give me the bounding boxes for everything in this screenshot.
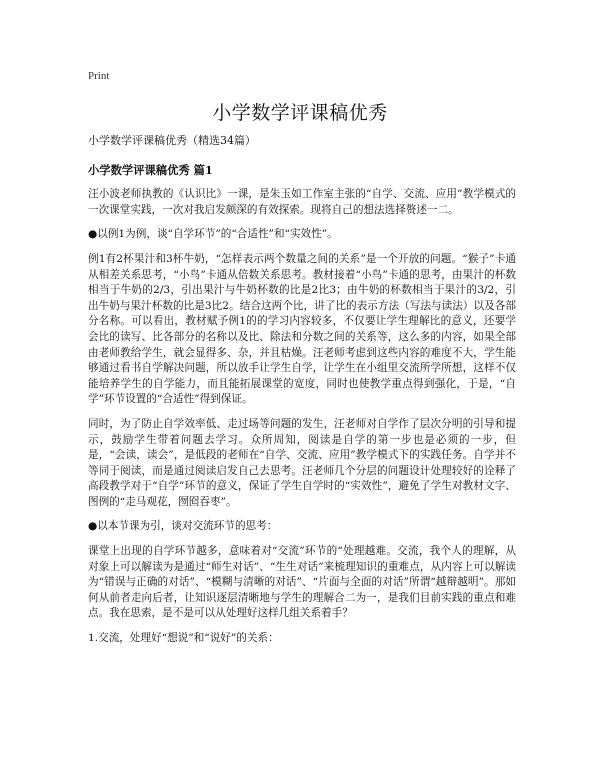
print-link[interactable]: Print [88, 70, 110, 82]
bullet-point-self-study: ●以例1为例，谈“自学环节”的“合适性”和“实效性”。 [88, 228, 338, 241]
numbered-point-1: 1.交流，处理好“想说”和“说好”的关系： [88, 632, 279, 645]
bullet-point-exchange: ●以本节课为引，谈对交流环节的思考： [88, 520, 278, 533]
paragraph-exchange-thoughts: 课堂上出现的自学环节越多，意味着对“交流”环节的“处理越难。交流，我个人的理解，从对象上可以解读为是通过“师生对话”、“生生对话”来梳理知识的重难点，从内容上可以解读为“错误与正确的对话”、“模糊与清晰的对话”、“片面与全面的对话”所谓“越辩越明”。那如何从前者走向后者，让知识逐层清晰地与学生的理解合二为一，是我们目前实践的重点和难点。我在思索，是不是可以从处理好这样几组关系着手？ [88, 545, 516, 620]
section-heading: 小学数学评课稿优秀 篇1 [88, 162, 213, 177]
paragraph-intro: 汪小波老师执教的《认识比》一课，是朱玉如工作室主张的“自学、交流、应用”教学模式的一次课堂实践，一次对我启发颇深的有效探索。现将自己的想法选择赘述一二。 [88, 188, 516, 216]
document-subtitle: 小学数学评课稿优秀（精选34篇） [88, 134, 256, 147]
paragraph-example-analysis: 例1有2杯果汁和3杯牛奶，“怎样表示两个数量之间的关系”是一个开放的问题。“猴子”卡通从相差关系思考，“小鸟”卡通从倍数关系思考。教材接着“小鸟”卡通的思考，由果汁的杯数相当于牛奶的2/3，引出果汁与牛奶杯数的比是2比3；由牛奶的杯数相当于果汁的3/2，引出牛奶与果汁杯数的比是3比2。结合这两个比，讲了比的表示方法（写法与读法）以及各部分名称。可以看出，教材赋予例1的的学习内容较多，不仅要让学生理解比的意义，还要学会比的读写、比各部分的名称以及比、除法和分数之间的关系等，这么多的内容，如果全部由老师教给学生，就会显得多、杂，并且枯燥。汪老师考虑到这些内容的难度不大，学生能够通过看书自学解决问题，所以放手让学生自学，让学生在小组里交流所学所想，这样不仅能培养学生的自学能力，而且能拓展课堂的宽度，同时也使教学重点得到强化，于是，“自学”环节设置的“合适性”得到保证。 [88, 252, 516, 406]
document-body [88, 133, 516, 656]
document-title: 小学数学评课稿优秀 [212, 102, 388, 124]
paragraph-guidance: 同时，为了防止自学效率低、走过场等问题的发生，汪老师对自学作了层次分明的引导和提示，鼓励学生带着问题去学习。众所周知，阅读是自学的第一步也是必须的一步，但是，“会读，读会”，是低段的老师在“自学、交流、应用”教学模式下的实践任务。自学并不等同于阅读，而是通过阅读启发自己去思考。汪老师几个分层的问题设计处理较好的诠释了高段教学对于“自学”环节的意义，保证了学生自学时的“实效性”，避免了学生对教材文字、图例的“走马观花，囫囵吞枣”。 [88, 417, 516, 508]
